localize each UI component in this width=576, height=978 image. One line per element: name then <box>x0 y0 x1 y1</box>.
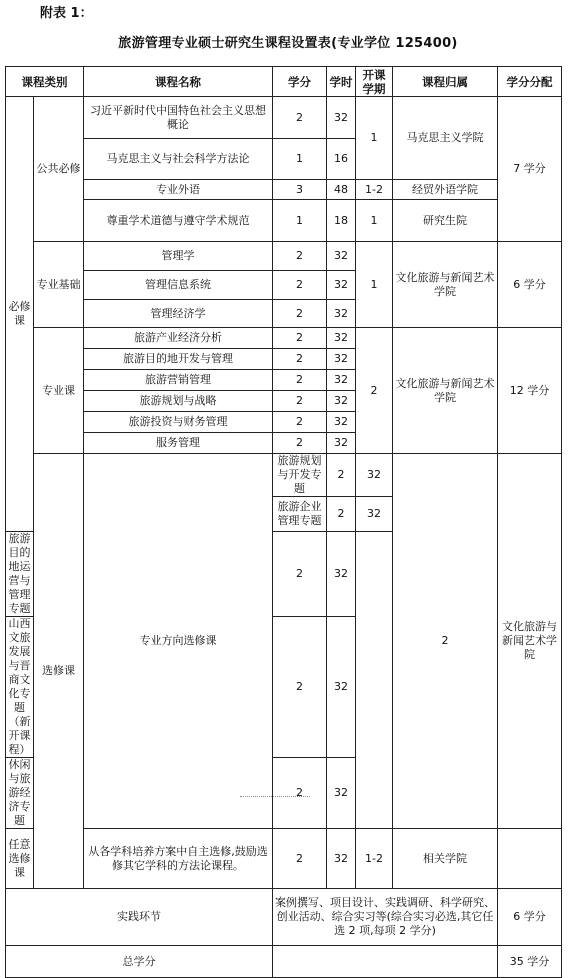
department-cell: 研究生院 <box>393 200 498 242</box>
course-credit: 2 <box>273 412 327 433</box>
course-credit: 2 <box>273 271 327 300</box>
course-credit: 2 <box>273 433 327 454</box>
course-hours: 32 <box>327 412 356 433</box>
department-cell: 文化旅游与新闻艺术学院 <box>393 328 498 454</box>
course-credit: 2 <box>273 349 327 370</box>
semester-cell: 2 <box>356 328 393 454</box>
group-direction: 专业方向选修课 <box>84 454 273 829</box>
appendix-label: 附表 1： <box>40 6 93 21</box>
allocation-cell: 6 学分 <box>498 889 562 946</box>
page-title: 旅游管理专业硕士研究生课程设置表(专业学位 125400) <box>118 36 458 51</box>
total-content <box>273 946 498 978</box>
course-table <box>5 66 562 978</box>
course-name: 旅游投资与财务管理 <box>84 412 273 433</box>
table-row <box>6 829 562 889</box>
total-row <box>6 946 562 978</box>
course-name: 休闲与旅游经济专题 <box>6 758 34 829</box>
header-row <box>6 67 562 97</box>
course-hours: 32 <box>356 497 393 532</box>
course-hours: 32 <box>327 532 356 617</box>
course-name: 尊重学术道德与遵守学术规范 <box>84 200 273 242</box>
course-credit: 3 <box>273 180 327 200</box>
header-course: 课程名称 <box>84 67 273 97</box>
course-credit: 1 <box>273 200 327 242</box>
course-credit: 2 <box>327 454 356 497</box>
course-name: 马克思主义与社会科学方法论 <box>84 139 273 180</box>
course-credit: 2 <box>273 617 327 758</box>
table-row <box>6 97 562 139</box>
department-cell: 马克思主义学院 <box>393 97 498 180</box>
allocation-cell: 7 学分 <box>498 97 562 242</box>
course-credit: 2 <box>273 391 327 412</box>
course-hours: 32 <box>356 454 393 497</box>
course-name: 山西文旅发展与晋商文化专题（新开课程） <box>6 617 34 758</box>
course-credit: 2 <box>273 300 327 328</box>
course-credit: 2 <box>273 829 327 889</box>
course-name: 旅游目的地运营与管理专题 <box>6 532 34 617</box>
course-name: 旅游规划与开发专题 <box>273 454 327 497</box>
course-credit: 2 <box>273 328 327 349</box>
course-name: 旅游营销管理 <box>84 370 273 391</box>
course-name: 管理学 <box>84 242 273 271</box>
course-hours: 32 <box>327 391 356 412</box>
course-hours: 32 <box>327 328 356 349</box>
course-hours: 32 <box>327 271 356 300</box>
course-hours: 48 <box>327 180 356 200</box>
semester-cell: 1 <box>356 97 393 180</box>
course-hours: 32 <box>327 617 356 758</box>
course-name: 旅游规划与战略 <box>84 391 273 412</box>
course-name: 旅游企业管理专题 <box>273 497 327 532</box>
course-name: 从各学科培养方案中自主选修,鼓励选修其它学科的方法论课程。 <box>84 829 273 889</box>
semester-cell: 1-2 <box>356 829 393 889</box>
course-hours: 32 <box>327 433 356 454</box>
department-cell: 文化旅游与新闻艺术学院 <box>498 454 562 829</box>
course-name: 管理信息系统 <box>84 271 273 300</box>
allocation-cell: 35 学分 <box>498 946 562 978</box>
group-optional: 任意选修课 <box>6 829 34 889</box>
course-hours: 32 <box>327 829 356 889</box>
header-department: 课程归属 <box>393 67 498 97</box>
table-row <box>6 200 562 242</box>
table-row <box>6 180 562 200</box>
course-credit: 2 <box>273 97 327 139</box>
footer-divider <box>240 796 310 798</box>
header-hours: 学时 <box>327 67 356 97</box>
practice-label: 实践环节 <box>6 889 273 946</box>
header-credit: 学分 <box>273 67 327 97</box>
course-hours: 32 <box>327 242 356 271</box>
course-name: 习近平新时代中国特色社会主义思想概论 <box>84 97 273 139</box>
course-credit: 2 <box>273 370 327 391</box>
course-name: 旅游目的地开发与管理 <box>84 349 273 370</box>
course-hours: 16 <box>327 139 356 180</box>
table-row <box>6 242 562 271</box>
practice-row <box>6 889 562 946</box>
course-credit: 1 <box>273 139 327 180</box>
group-elective: 选修课 <box>34 454 84 889</box>
course-name: 服务管理 <box>84 433 273 454</box>
department-cell: 相关学院 <box>393 829 498 889</box>
course-hours: 32 <box>327 370 356 391</box>
course-hours: 32 <box>327 758 356 829</box>
table-row <box>6 328 562 349</box>
semester-cell: 1-2 <box>356 180 393 200</box>
course-hours: 32 <box>327 349 356 370</box>
group-major: 专业课 <box>34 328 84 454</box>
course-hours: 32 <box>327 300 356 328</box>
course-credit: 2 <box>273 242 327 271</box>
allocation-cell: 12 学分 <box>498 328 562 454</box>
total-label: 总学分 <box>6 946 273 978</box>
group-basic: 专业基础 <box>34 242 84 328</box>
practice-content: 案例撰写、项目设计、实践调研、科学研究、创业活动、综合实习等(综合实习必选,其它任选 2 项,每项 2 学分) <box>273 889 498 946</box>
header-category: 课程类别 <box>6 67 84 97</box>
group-public: 公共必修 <box>34 97 84 242</box>
course-name: 管理经济学 <box>84 300 273 328</box>
group-required: 必修课 <box>6 97 34 532</box>
course-credit: 2 <box>273 758 327 829</box>
semester-cell: 1 <box>356 200 393 242</box>
course-hours: 32 <box>327 97 356 139</box>
allocation-cell: 6 学分 <box>498 242 562 328</box>
semester-cell: 2 <box>393 454 498 829</box>
semester-cell: 1 <box>356 242 393 328</box>
header-semester: 开课学期 <box>356 67 393 97</box>
course-hours: 18 <box>327 200 356 242</box>
course-credit: 2 <box>273 532 327 617</box>
department-cell: 经贸外语学院 <box>393 180 498 200</box>
table-row <box>6 454 562 497</box>
course-name: 专业外语 <box>84 180 273 200</box>
header-allocation: 学分分配 <box>498 67 562 97</box>
course-credit: 2 <box>327 497 356 532</box>
department-cell: 文化旅游与新闻艺术学院 <box>393 242 498 328</box>
course-name: 旅游产业经济分析 <box>84 328 273 349</box>
